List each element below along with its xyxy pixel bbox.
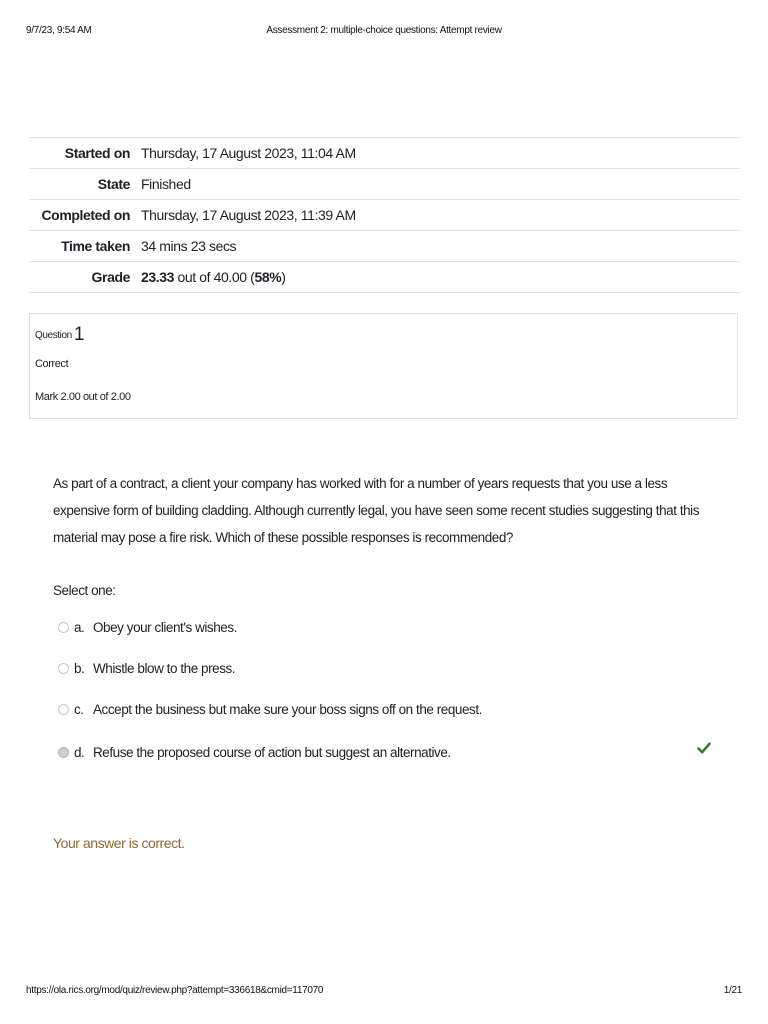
print-page-number: 1/21 — [723, 985, 742, 996]
answer-text: Obey your client's wishes. — [93, 619, 237, 635]
question-label: Question — [35, 330, 72, 341]
time-taken-label: Time taken — [61, 238, 130, 254]
state-value: Finished — [141, 176, 191, 192]
state-label: State — [97, 176, 130, 192]
feedback-message: Your answer is correct. — [53, 835, 185, 851]
summary-row-time — [29, 231, 740, 262]
answer-text: Accept the business but make sure your boss signs off on the request. — [93, 701, 482, 717]
question-info-box — [29, 313, 738, 419]
print-datetime: 9/7/23, 9:54 AM — [26, 25, 92, 36]
answer-option-c[interactable] — [58, 699, 718, 719]
answer-text: Refuse the proposed course of action but suggest an alternative. — [93, 744, 451, 760]
print-page-title: Assessment 2: multiple-choice questions: Attempt review — [266, 25, 502, 36]
question-mark: Mark 2.00 out of 2.00 — [35, 391, 131, 403]
grade-out-of: out of 40.00 ( — [174, 269, 255, 285]
question-text: As part of a contract, a client your company has worked with for a number of years requests that you use a less expensive form of building cladding. Although currently legal, you have seen some recent studies suggesting that this material may pose a fire risk. Which of these possible responses is recommended? — [53, 476, 700, 545]
grade-label: Grade — [91, 269, 130, 285]
radio-d[interactable] — [58, 747, 69, 758]
radio-c[interactable] — [58, 704, 69, 715]
grade-close: ) — [281, 269, 286, 285]
grade-score: 23.33 — [141, 269, 175, 285]
time-taken-value: 34 mins 23 secs — [141, 238, 237, 254]
check-icon — [697, 741, 711, 755]
grade-percent: 58% — [254, 269, 282, 285]
summary-row-grade — [29, 262, 740, 293]
completed-on-value: Thursday, 17 August 2023, 11:39 AM — [141, 207, 356, 223]
radio-b[interactable] — [58, 663, 69, 674]
summary-row-state — [29, 169, 740, 200]
select-prompt: Select one: — [53, 583, 116, 598]
started-on-label: Started on — [64, 145, 130, 161]
summary-row-completed — [29, 200, 740, 231]
answer-letter: d. — [74, 744, 85, 760]
attempt-summary-table — [29, 137, 740, 293]
question-number — [35, 324, 84, 346]
completed-on-label: Completed on — [41, 207, 130, 223]
answer-text: Whistle blow to the press. — [93, 660, 236, 676]
question-state: Correct — [35, 358, 69, 370]
summary-row-started — [29, 138, 740, 169]
answer-option-a[interactable] — [58, 617, 718, 637]
answer-letter: a. — [74, 619, 85, 635]
question-number-value: 1 — [73, 324, 84, 345]
answer-option-b[interactable] — [58, 658, 718, 678]
answer-letter: c. — [74, 701, 84, 717]
grade-value — [141, 262, 740, 293]
answer-option-d[interactable] — [58, 742, 718, 762]
answer-letter: b. — [74, 660, 85, 676]
started-on-value: Thursday, 17 August 2023, 11:04 AM — [141, 145, 356, 161]
radio-a[interactable] — [58, 622, 69, 633]
print-url: https://ola.rics.org/mod/quiz/review.php?attempt=336618&cmid=117070 — [26, 985, 324, 996]
